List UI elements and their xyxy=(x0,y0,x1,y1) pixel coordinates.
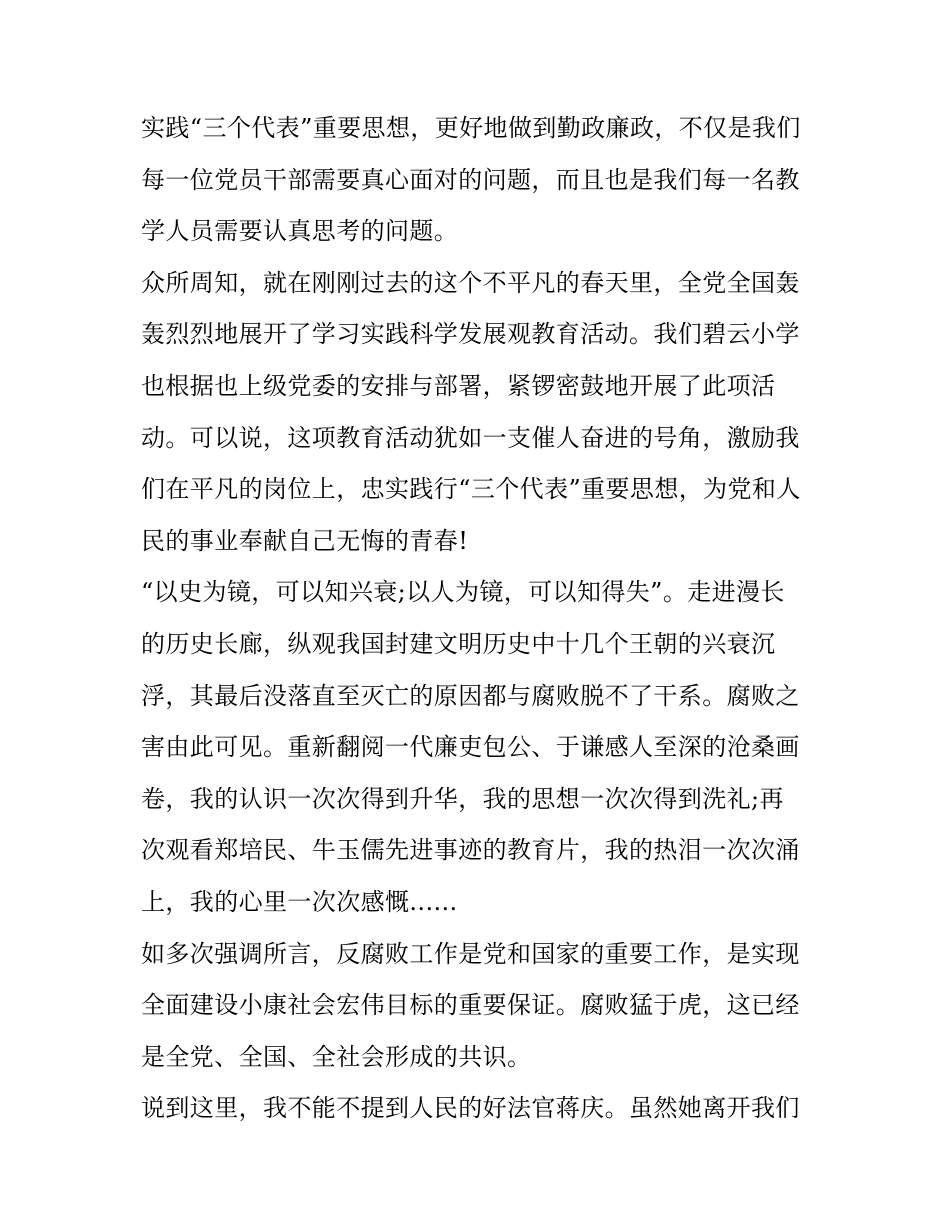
text-line: 动。可以说，这项教育活动犹如一支催人奋进的号角，激励我 xyxy=(141,423,800,452)
text-line: 也根据也上级党委的安排与部署，紧锣密鼓地开展了此项活 xyxy=(141,371,776,400)
text-line: 每一位党员干部需要真心面对的问题，而且也是我们每一名教 xyxy=(141,165,800,194)
text-line: 们在平凡的岗位上，忠实践行“三个代表”重要思想，为党和人 xyxy=(141,475,801,504)
text-line: 说到这里，我不能不提到人民的好法官蒋庆。虽然她离开我们 xyxy=(141,1094,800,1123)
text-line: 众所周知，就在刚刚过去的这个不平凡的春天里，全党全国轰 xyxy=(141,268,800,297)
text-line: “以史为镜，可以知兴衰;以人为镜，可以知得失”。走进漫长 xyxy=(141,578,785,607)
text-line: 次观看郑培民、牛玉儒先进事迹的教育片，我的热泪一次次涌 xyxy=(141,836,800,865)
text-line: 浮，其最后没落直至灭亡的原因都与腐败脱不了干系。腐败之 xyxy=(141,681,800,710)
text-line: 实践“三个代表”重要思想，更好地做到勤政廉政，不仅是我们 xyxy=(141,114,801,142)
text-line: 卷，我的认识一次次得到升华，我的思想一次次得到洗礼;再 xyxy=(141,784,784,813)
text-line: 是全党、全国、全社会形成的共识。 xyxy=(141,1042,532,1071)
text-line: 全面建设小康社会宏伟目标的重要保证。腐败猛于虎，这已经 xyxy=(141,991,800,1020)
text-line: 害由此可见。重新翻阅一代廉吏包公、于谦感人至深的沧桑画 xyxy=(141,733,800,762)
text-line: 轰烈烈地展开了学习实践科学发展观教育活动。我们碧云小学 xyxy=(141,320,800,349)
text-line: 上，我的心里一次次感慨...... xyxy=(141,887,458,916)
text-line: 如多次强调所言，反腐败工作是党和国家的重要工作，是实现 xyxy=(141,939,800,968)
text-line: 的历史长廊，纵观我国封建文明历史中十几个王朝的兴衰沉 xyxy=(141,629,776,658)
text-line: 民的事业奉献自己无悔的青春! xyxy=(141,526,469,555)
text-line: 学人员需要认真思考的问题。 xyxy=(141,217,459,246)
document-body xyxy=(141,103,821,1135)
